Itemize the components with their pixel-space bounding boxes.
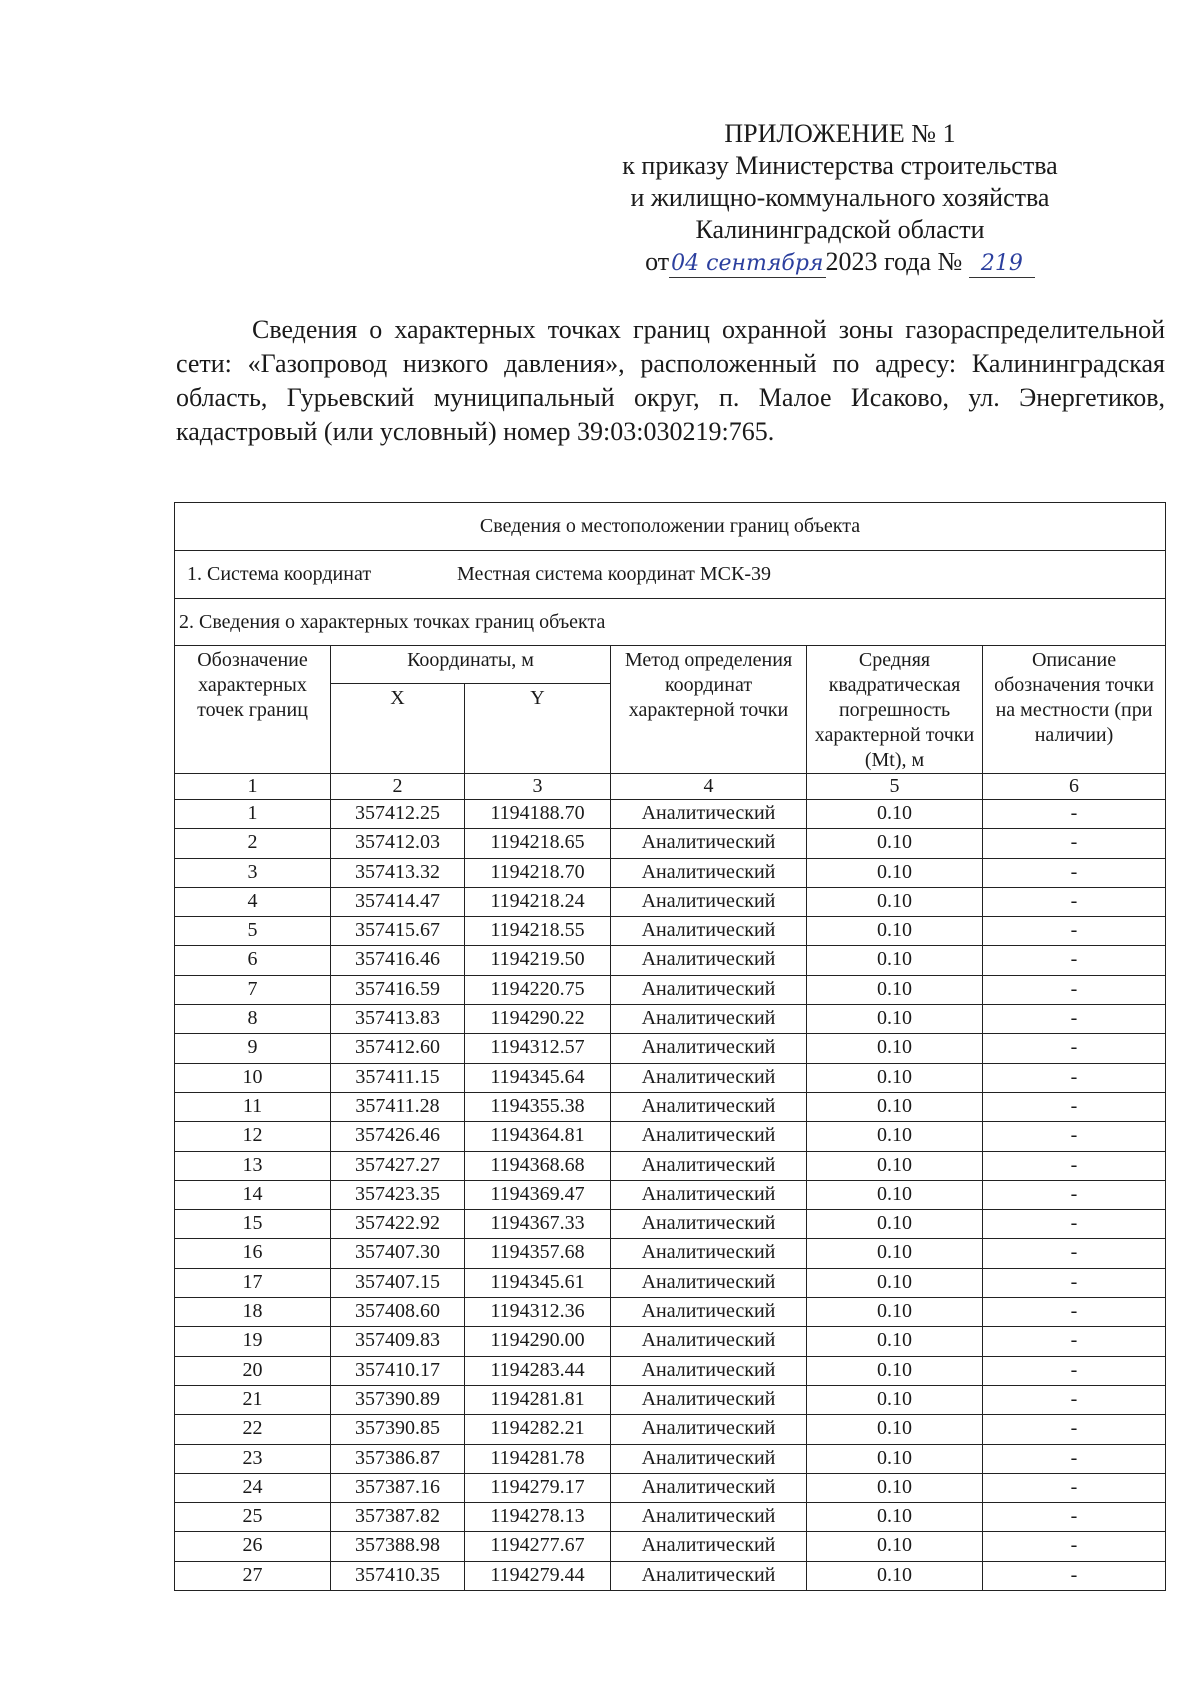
point-number-cell: 3 xyxy=(175,858,331,887)
point-number-cell: 16 xyxy=(175,1239,331,1268)
header-error: Средняя квадратическая погрешность характерной точки (Mt), м xyxy=(807,646,983,774)
table-row xyxy=(175,975,1166,1004)
x-coordinate-cell: 357416.59 xyxy=(331,975,465,1004)
section-title: Сведения о местоположении границ объекта xyxy=(175,503,1166,551)
description-cell: - xyxy=(983,1298,1166,1327)
x-coordinate-cell: 357412.25 xyxy=(331,800,465,829)
x-coordinate-cell: 357427.27 xyxy=(331,1151,465,1180)
error-cell: 0.10 xyxy=(807,829,983,858)
method-cell: Аналитический xyxy=(611,917,807,946)
table-row xyxy=(175,1503,1166,1532)
y-coordinate-cell: 1194368.68 xyxy=(465,1151,611,1180)
table-row xyxy=(175,1327,1166,1356)
point-number-cell: 6 xyxy=(175,946,331,975)
y-coordinate-cell: 1194367.33 xyxy=(465,1210,611,1239)
table-row xyxy=(175,887,1166,916)
error-cell: 0.10 xyxy=(807,887,983,916)
error-cell: 0.10 xyxy=(807,1239,983,1268)
error-cell: 0.10 xyxy=(807,1034,983,1063)
description-cell: - xyxy=(983,1473,1166,1502)
header-x: X xyxy=(331,683,465,773)
method-cell: Аналитический xyxy=(611,1063,807,1092)
point-number-cell: 11 xyxy=(175,1092,331,1121)
description-cell: - xyxy=(983,1151,1166,1180)
table-row xyxy=(175,1473,1166,1502)
coordinate-system-value: Местная система координат МСК-39 xyxy=(457,563,772,585)
x-coordinate-cell: 357412.03 xyxy=(331,829,465,858)
y-coordinate-cell: 1194278.13 xyxy=(465,1503,611,1532)
y-coordinate-cell: 1194218.24 xyxy=(465,887,611,916)
description-cell: - xyxy=(983,1210,1166,1239)
error-cell: 0.10 xyxy=(807,1327,983,1356)
method-cell: Аналитический xyxy=(611,1122,807,1151)
x-coordinate-cell: 357390.85 xyxy=(331,1415,465,1444)
description-cell: - xyxy=(983,1005,1166,1034)
method-cell: Аналитический xyxy=(611,1327,807,1356)
table-row xyxy=(175,1034,1166,1063)
y-coordinate-cell: 1194277.67 xyxy=(465,1532,611,1561)
y-coordinate-cell: 1194281.81 xyxy=(465,1385,611,1414)
table-row xyxy=(175,946,1166,975)
table-row xyxy=(175,1298,1166,1327)
description-cell: - xyxy=(983,1444,1166,1473)
table-row xyxy=(175,1239,1166,1268)
error-cell: 0.10 xyxy=(807,800,983,829)
method-cell: Аналитический xyxy=(611,1034,807,1063)
x-coordinate-cell: 357414.47 xyxy=(331,887,465,916)
description-cell: - xyxy=(983,1415,1166,1444)
method-cell: Аналитический xyxy=(611,1385,807,1414)
table-body xyxy=(175,800,1166,1591)
method-cell: Аналитический xyxy=(611,887,807,916)
point-number-cell: 13 xyxy=(175,1151,331,1180)
description-cell: - xyxy=(983,1034,1166,1063)
header-method: Метод определения координат характерной точки xyxy=(611,646,807,774)
point-number-cell: 5 xyxy=(175,917,331,946)
error-cell: 0.10 xyxy=(807,1385,983,1414)
coordinate-system-row xyxy=(175,551,1166,599)
description-cell: - xyxy=(983,1561,1166,1590)
column-number: 3 xyxy=(465,774,611,800)
point-number-cell: 21 xyxy=(175,1385,331,1414)
header-y: Y xyxy=(465,683,611,773)
x-coordinate-cell: 357387.82 xyxy=(331,1503,465,1532)
order-line-1: к приказу Министерства строительства xyxy=(622,151,1058,180)
point-number-cell: 20 xyxy=(175,1356,331,1385)
point-number-cell: 26 xyxy=(175,1532,331,1561)
x-coordinate-cell: 357413.83 xyxy=(331,1005,465,1034)
table-row xyxy=(175,858,1166,887)
table-row xyxy=(175,829,1166,858)
description-cell: - xyxy=(983,1385,1166,1414)
description-cell: - xyxy=(983,1268,1166,1297)
x-coordinate-cell: 357411.28 xyxy=(331,1092,465,1121)
point-number-cell: 19 xyxy=(175,1327,331,1356)
table-row xyxy=(175,1122,1166,1151)
point-number-cell: 24 xyxy=(175,1473,331,1502)
x-coordinate-cell: 357388.98 xyxy=(331,1532,465,1561)
description-cell: - xyxy=(983,1122,1166,1151)
table-row xyxy=(175,1385,1166,1414)
error-cell: 0.10 xyxy=(807,1210,983,1239)
y-coordinate-cell: 1194220.75 xyxy=(465,975,611,1004)
table-row xyxy=(175,1561,1166,1590)
point-number-cell: 14 xyxy=(175,1180,331,1209)
date-prefix: от xyxy=(645,247,670,276)
error-cell: 0.10 xyxy=(807,1532,983,1561)
x-coordinate-cell: 357407.30 xyxy=(331,1239,465,1268)
column-number-row xyxy=(175,774,1166,800)
y-coordinate-cell: 1194279.17 xyxy=(465,1473,611,1502)
y-coordinate-cell: 1194218.55 xyxy=(465,917,611,946)
error-cell: 0.10 xyxy=(807,1180,983,1209)
point-number-cell: 27 xyxy=(175,1561,331,1590)
y-coordinate-cell: 1194345.64 xyxy=(465,1063,611,1092)
error-cell: 0.10 xyxy=(807,975,983,1004)
point-number-cell: 1 xyxy=(175,800,331,829)
point-number-cell: 22 xyxy=(175,1415,331,1444)
appendix-title: ПРИЛОЖЕНИЕ № 1 xyxy=(724,119,956,148)
table-row xyxy=(175,800,1166,829)
table-row xyxy=(175,1005,1166,1034)
description-cell: - xyxy=(983,1092,1166,1121)
boundary-points-table xyxy=(174,502,1166,1591)
table-row xyxy=(175,917,1166,946)
description-cell: - xyxy=(983,946,1166,975)
x-coordinate-cell: 357413.32 xyxy=(331,858,465,887)
error-cell: 0.10 xyxy=(807,1122,983,1151)
description-cell: - xyxy=(983,1327,1166,1356)
x-coordinate-cell: 357422.92 xyxy=(331,1210,465,1239)
method-cell: Аналитический xyxy=(611,800,807,829)
error-cell: 0.10 xyxy=(807,1473,983,1502)
point-number-cell: 7 xyxy=(175,975,331,1004)
y-coordinate-cell: 1194345.61 xyxy=(465,1268,611,1297)
order-date-line xyxy=(590,246,1090,278)
description-cell: - xyxy=(983,829,1166,858)
points-section-title: 2. Сведения о характерных точках границ объекта xyxy=(175,599,1166,646)
table-row xyxy=(175,1210,1166,1239)
error-cell: 0.10 xyxy=(807,1444,983,1473)
method-cell: Аналитический xyxy=(611,1210,807,1239)
error-cell: 0.10 xyxy=(807,1092,983,1121)
point-number-cell: 10 xyxy=(175,1063,331,1092)
column-number: 2 xyxy=(331,774,465,800)
coordinate-system-label: 1. Система координат xyxy=(187,563,372,585)
point-number-cell: 2 xyxy=(175,829,331,858)
table-row xyxy=(175,1532,1166,1561)
y-coordinate-cell: 1194219.50 xyxy=(465,946,611,975)
method-cell: Аналитический xyxy=(611,1239,807,1268)
method-cell: Аналитический xyxy=(611,1473,807,1502)
y-coordinate-cell: 1194218.65 xyxy=(465,829,611,858)
method-cell: Аналитический xyxy=(611,1444,807,1473)
table-row xyxy=(175,1063,1166,1092)
column-number: 6 xyxy=(983,774,1166,800)
description-cell: - xyxy=(983,1356,1166,1385)
table-row xyxy=(175,1151,1166,1180)
method-cell: Аналитический xyxy=(611,1092,807,1121)
x-coordinate-cell: 357426.46 xyxy=(331,1122,465,1151)
x-coordinate-cell: 357412.60 xyxy=(331,1034,465,1063)
point-number-cell: 18 xyxy=(175,1298,331,1327)
header-description: Описание обозначения точки на местности (при наличии) xyxy=(983,646,1166,774)
error-cell: 0.10 xyxy=(807,946,983,975)
handwritten-date: 04 сентября xyxy=(671,251,824,276)
method-cell: Аналитический xyxy=(611,1151,807,1180)
x-coordinate-cell: 357410.17 xyxy=(331,1356,465,1385)
method-cell: Аналитический xyxy=(611,946,807,975)
error-cell: 0.10 xyxy=(807,1561,983,1590)
x-coordinate-cell: 357416.46 xyxy=(331,946,465,975)
table-row xyxy=(175,1356,1166,1385)
y-coordinate-cell: 1194281.78 xyxy=(465,1444,611,1473)
description-cell: - xyxy=(983,975,1166,1004)
error-cell: 0.10 xyxy=(807,1063,983,1092)
table-row xyxy=(175,1444,1166,1473)
error-cell: 0.10 xyxy=(807,1356,983,1385)
error-cell: 0.10 xyxy=(807,1503,983,1532)
method-cell: Аналитический xyxy=(611,1532,807,1561)
intro-paragraph: Сведения о характерных точках границ охранной зоны газораспределительной сети: «Газопровод низкого давления», расположенный по адресу: Калининградская область, Гурьевский муниципальный округ, п. Малое Исаково, ул. Энергетиков, кадастровый (или условный) номер 39:03:030219:765. xyxy=(176,315,1165,446)
point-number-cell: 9 xyxy=(175,1034,331,1063)
x-coordinate-cell: 357410.35 xyxy=(331,1561,465,1590)
column-number: 4 xyxy=(611,774,807,800)
error-cell: 0.10 xyxy=(807,1415,983,1444)
x-coordinate-cell: 357411.15 xyxy=(331,1063,465,1092)
x-coordinate-cell: 357415.67 xyxy=(331,917,465,946)
x-coordinate-cell: 357409.83 xyxy=(331,1327,465,1356)
y-coordinate-cell: 1194188.70 xyxy=(465,800,611,829)
error-cell: 0.10 xyxy=(807,1151,983,1180)
order-line-2: и жилищно-коммунального хозяйства xyxy=(630,183,1050,212)
y-coordinate-cell: 1194282.21 xyxy=(465,1415,611,1444)
date-suffix: 2023 года № xyxy=(825,247,963,276)
table-row xyxy=(175,1180,1166,1209)
description-cell: - xyxy=(983,800,1166,829)
x-coordinate-cell: 357407.15 xyxy=(331,1268,465,1297)
point-number-cell: 8 xyxy=(175,1005,331,1034)
table-row xyxy=(175,1415,1166,1444)
point-number-cell: 23 xyxy=(175,1444,331,1473)
method-cell: Аналитический xyxy=(611,1415,807,1444)
column-number: 5 xyxy=(807,774,983,800)
header-designation: Обозначение характерных точек границ xyxy=(175,646,331,774)
method-cell: Аналитический xyxy=(611,975,807,1004)
y-coordinate-cell: 1194283.44 xyxy=(465,1356,611,1385)
point-number-cell: 4 xyxy=(175,887,331,916)
x-coordinate-cell: 357387.16 xyxy=(331,1473,465,1502)
y-coordinate-cell: 1194364.81 xyxy=(465,1122,611,1151)
error-cell: 0.10 xyxy=(807,858,983,887)
method-cell: Аналитический xyxy=(611,1268,807,1297)
error-cell: 0.10 xyxy=(807,1005,983,1034)
point-number-cell: 12 xyxy=(175,1122,331,1151)
method-cell: Аналитический xyxy=(611,1005,807,1034)
y-coordinate-cell: 1194290.00 xyxy=(465,1327,611,1356)
method-cell: Аналитический xyxy=(611,858,807,887)
description-cell: - xyxy=(983,887,1166,916)
description-cell: - xyxy=(983,1532,1166,1561)
method-cell: Аналитический xyxy=(611,1356,807,1385)
description-cell: - xyxy=(983,1239,1166,1268)
x-coordinate-cell: 357390.89 xyxy=(331,1385,465,1414)
column-number: 1 xyxy=(175,774,331,800)
y-coordinate-cell: 1194357.68 xyxy=(465,1239,611,1268)
description-cell: - xyxy=(983,1063,1166,1092)
description-cell: - xyxy=(983,858,1166,887)
description-cell: - xyxy=(983,1180,1166,1209)
error-cell: 0.10 xyxy=(807,1298,983,1327)
y-coordinate-cell: 1194218.70 xyxy=(465,858,611,887)
header-coordinates: Координаты, м xyxy=(331,646,611,684)
method-cell: Аналитический xyxy=(611,829,807,858)
y-coordinate-cell: 1194290.22 xyxy=(465,1005,611,1034)
point-number-cell: 17 xyxy=(175,1268,331,1297)
y-coordinate-cell: 1194312.36 xyxy=(465,1298,611,1327)
y-coordinate-cell: 1194355.38 xyxy=(465,1092,611,1121)
y-coordinate-cell: 1194312.57 xyxy=(465,1034,611,1063)
x-coordinate-cell: 357408.60 xyxy=(331,1298,465,1327)
table-row xyxy=(175,1092,1166,1121)
error-cell: 0.10 xyxy=(807,1268,983,1297)
method-cell: Аналитический xyxy=(611,1561,807,1590)
order-line-3: Калининградской области xyxy=(695,215,985,244)
table-row xyxy=(175,1268,1166,1297)
error-cell: 0.10 xyxy=(807,917,983,946)
method-cell: Аналитический xyxy=(611,1503,807,1532)
handwritten-order-number: 219 xyxy=(969,251,1035,278)
point-number-cell: 25 xyxy=(175,1503,331,1532)
method-cell: Аналитический xyxy=(611,1298,807,1327)
point-number-cell: 15 xyxy=(175,1210,331,1239)
y-coordinate-cell: 1194279.44 xyxy=(465,1561,611,1590)
x-coordinate-cell: 357423.35 xyxy=(331,1180,465,1209)
x-coordinate-cell: 357386.87 xyxy=(331,1444,465,1473)
description-cell: - xyxy=(983,917,1166,946)
description-cell: - xyxy=(983,1503,1166,1532)
y-coordinate-cell: 1194369.47 xyxy=(465,1180,611,1209)
appendix-header xyxy=(590,118,1090,278)
method-cell: Аналитический xyxy=(611,1180,807,1209)
